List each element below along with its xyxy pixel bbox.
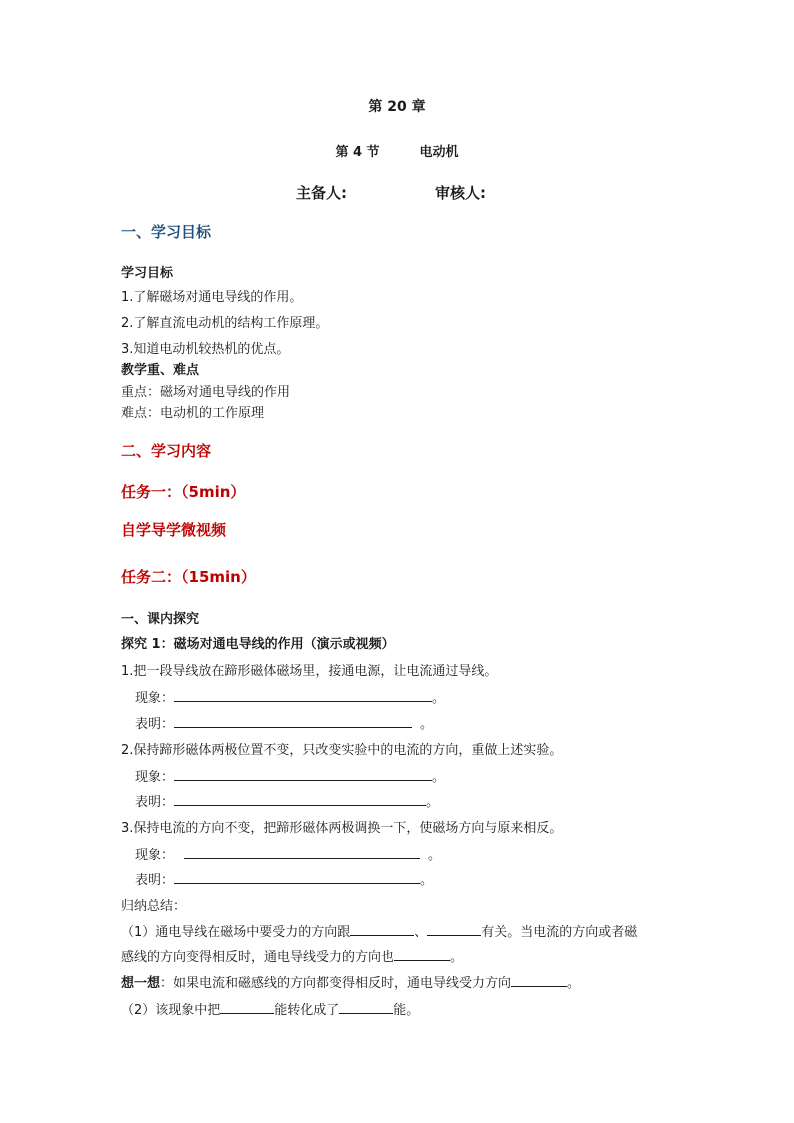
answer-blank[interactable] xyxy=(174,768,432,781)
summary-item-1: （1）通电导线在磁场中要受力的方向跟 、 有关。当电流的方向或者磁 xyxy=(121,925,638,940)
summary-title: 归纳总结： xyxy=(121,899,187,914)
answer-blank[interactable] xyxy=(174,793,426,806)
experiment-step: 3.保持电流的方向不变，把蹄形磁体两极调换一下，使磁场方向与原来相反。 xyxy=(121,821,563,836)
phenomenon-line: 现象： 。 xyxy=(135,770,446,785)
answer-blank[interactable] xyxy=(174,715,412,728)
goal-item: 3.知道电动机较热机的优点。 xyxy=(121,342,290,357)
conclusion-label: 表明： xyxy=(135,717,175,732)
answer-blank[interactable] xyxy=(394,948,450,961)
difficult-point: 难点：电动机的工作原理 xyxy=(121,406,265,421)
task-one: 任务一：（5min） xyxy=(121,483,246,501)
answer-blank[interactable] xyxy=(184,846,420,859)
section-number: 第 4 节 xyxy=(335,145,380,160)
answer-blank[interactable] xyxy=(220,1001,274,1014)
reviewer-label: 审核人: xyxy=(435,184,486,202)
section-name: 电动机 xyxy=(419,145,459,160)
conclusion-label: 表明： xyxy=(135,795,175,810)
phenomenon-label: 现象： xyxy=(135,691,175,706)
experiment-step: 1.把一段导线放在蹄形磁体磁场里，接通电源，让电流通过导线。 xyxy=(121,664,498,679)
experiment-step: 2.保持蹄形磁体两极位置不变，只改变实验中的电流的方向，重做上述实验。 xyxy=(121,743,563,758)
think-label: 想一想 xyxy=(121,976,161,991)
conclusion-line: 表明： 。 xyxy=(135,717,434,732)
section-heading-content: 二、学习内容 xyxy=(121,442,212,460)
phenomenon-line: 现象： 。 xyxy=(135,691,446,706)
section-heading-goals: 一、学习目标 xyxy=(121,223,212,241)
phenomenon-label: 现象： xyxy=(135,848,175,863)
key-points-title: 教学重、难点 xyxy=(121,363,200,378)
answer-blank[interactable] xyxy=(174,689,432,702)
answer-blank[interactable] xyxy=(427,923,481,936)
inquiry-heading: 一、课内探究 xyxy=(121,612,200,627)
phenomenon-line: 现象： 。 xyxy=(135,848,442,863)
answer-blank[interactable] xyxy=(511,974,567,987)
conclusion-line: 表明： 。 xyxy=(135,873,434,888)
goal-item: 2.了解直流电动机的结构工作原理。 xyxy=(121,316,329,331)
key-point: 重点：磁场对通电导线的作用 xyxy=(121,385,291,400)
answer-blank[interactable] xyxy=(350,923,414,936)
explore-title: 探究 1：磁场对通电导线的作用（演示或视频） xyxy=(121,637,395,652)
summary-item-2: （2）该现象中把 能转化成了 能。 xyxy=(121,1003,420,1018)
preparer-label: 主备人: xyxy=(296,184,347,202)
conclusion-line: 表明： 。 xyxy=(135,795,440,810)
phenomenon-label: 现象： xyxy=(135,770,175,785)
answer-blank[interactable] xyxy=(339,1001,393,1014)
chapter-title: 第 20 章 xyxy=(368,99,426,115)
conclusion-label: 表明： xyxy=(135,873,175,888)
goal-item: 1.了解磁场对通电导线的作用。 xyxy=(121,290,303,305)
section-title xyxy=(0,141,794,160)
self-study-video: 自学导学微视频 xyxy=(121,521,227,539)
answer-blank[interactable] xyxy=(174,871,420,884)
task-two: 任务二：（15min） xyxy=(121,568,256,586)
goals-subtitle: 学习目标 xyxy=(121,266,174,281)
think-question: 想一想：如果电流和磁感线的方向都变得相反时，通电导线受力方向 。 xyxy=(121,976,581,991)
summary-item-1-cont: 感线的方向变得相反时，通电导线受力的方向也 。 xyxy=(121,950,464,965)
